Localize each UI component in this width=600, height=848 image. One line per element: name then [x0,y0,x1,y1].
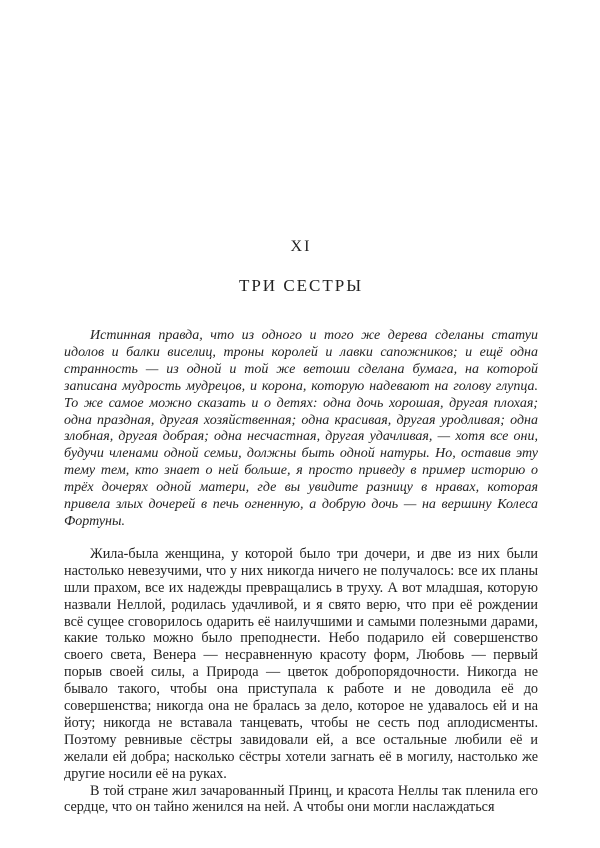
epigraph-paragraph: Истинная правда, что из одного и того же дерева сделаны статуи идолов и балки виселиц, троны королей и лавки сапожников; и ещё одна странность — из одной и той же ветоши сделана бумага, на которой записана мудрость мудрецов, и корона, которую надевают на голову глупца. То же самое можно сказать и о детях: одна дочь хорошая, другая плохая; одна праздная, другая хозяйственная; одна красивая, другая уродливая; одна злобная, другая добрая; одна несчастная, другая удачливая, — хотя все они, будучи членами одной семьи, должны быть одной натуры. Но, оставив эту тему тем, кто знает о ней больше, я просто приведу в пример историю о трёх дочерях одной матери, где вы увидите разницу в нравах, которая привела злых дочерей в печь огненную, а добрую дочь — на вершину Колеса Фортуны. [64,328,538,529]
body-paragraph-1: Жила-была женщина, у которой было три дочери, и две из них были настолько невезучими, что у них никогда ничего не получалось: все их планы шли прахом, все их надежды превращались в труху. А вот младшая, которую назвали Неллой, родилась удачливой, и я свято верю, что при её рождении всё сущее сговорилось одарить её наилучшими и самыми полезными дарами, какие только можно было преподнести. Небо подарило ей совершенство своего света, Венера — несравненную красоту форм, Любовь — первый порыв своей силы, а Природа — цветок добропорядочности. Никогда не бывало такого, чтобы она приступала к работе и не доводила её до совершенства; никогда она не бралась за дело, которое не удавалось ей и на йоту; никогда не вставала танцевать, чтобы не сесть под аплодисменты. Поэтому ревнивые сёстры завидовали ей, а все остальные любили её и желали ей добра; насколько сёстры хотели загнать её в могилу, настолько же другие носили её на руках. [64,545,538,782]
chapter-title: ТРИ СЕСТРЫ [238,276,364,295]
chapter-number: XI [290,238,312,255]
body-paragraph-2: В той стране жил зачарованный Принц, и красота Неллы так пленила его сердце, что он тайно женился на ней. А чтобы они могли наслаждаться [64,782,538,816]
